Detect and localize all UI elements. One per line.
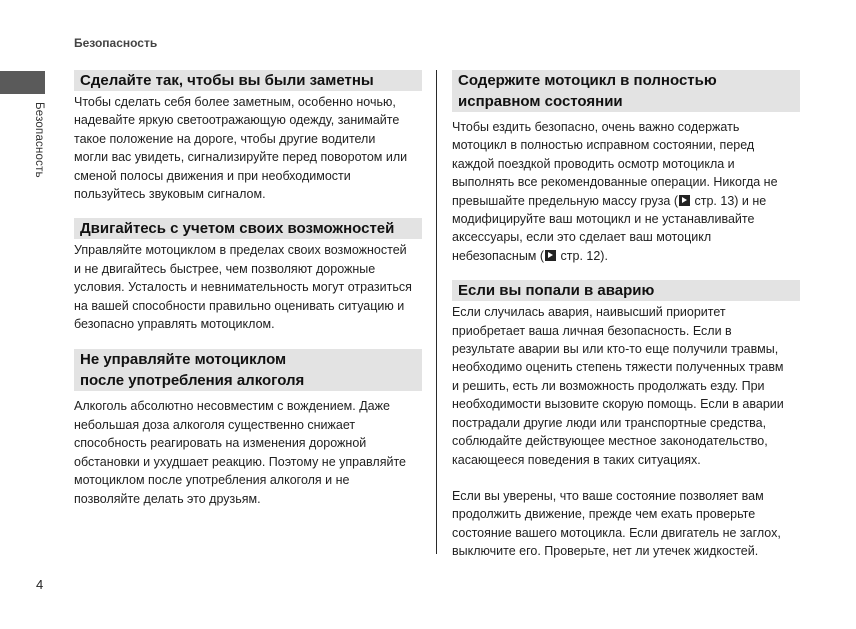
- section-body: [74, 93, 422, 203]
- text-line: пострадали другие люди или транспортные средства,: [452, 415, 767, 430]
- section-heading: Если вы попали в аварию: [452, 280, 800, 301]
- section-accident: [452, 280, 800, 560]
- text-line: обстановки и ухудшает реакцию. Поэтому не управляйте: [74, 454, 406, 469]
- text-line: продолжить движение, прежде чем ехать проверьте: [452, 507, 756, 522]
- text-line: небольшая доза алкоголя существенно снижает: [74, 417, 356, 432]
- heading-line: Содержите мотоцикл в полностью: [458, 72, 717, 89]
- text-line: Чтобы сделать себя более заметным, особенно ночью,: [74, 95, 396, 109]
- right-column: [452, 70, 800, 561]
- section-visibility: [74, 70, 422, 203]
- text-line: сменой полосы движения и при необходимости: [74, 168, 351, 183]
- text-line: мотоциклом после употребления алкоголя и не: [74, 473, 350, 488]
- text-line: могли вас увидеть, сигнализируйте перед поворотом или: [74, 150, 408, 165]
- text-line: небезопасным ( стр. 12).: [452, 248, 608, 263]
- text-line: позволяйте делать это друзьям.: [74, 491, 261, 506]
- heading-line: исправном состоянии: [458, 93, 623, 110]
- text-line: приобретает ваша личная безопасность. Если в: [452, 323, 732, 338]
- text-line: и не двигайтесь быстрее, чем позволяют дорожные: [74, 261, 376, 276]
- text-line: Чтобы ездить безопасно, очень важно содержать: [452, 120, 740, 134]
- page-number: 4: [36, 577, 44, 592]
- text-line: соблюдайте действующее местное законодательство,: [452, 434, 768, 449]
- section-heading: Сделайте так, чтобы вы были заметны: [74, 70, 422, 91]
- text-line: и решить, есть ли возможность продолжать езду. При: [452, 378, 765, 393]
- text-line: Алкоголь абсолютно несовместим с вождением. Даже: [74, 399, 390, 414]
- text-line: модифицируйте ваш мотоцикл и не устанавливайте: [452, 212, 755, 227]
- section-heading: Двигайтесь с учетом своих возможностей: [74, 218, 422, 239]
- section-heading: [74, 349, 422, 391]
- text-line: аксессуары, если это сделает ваш мотоцикл: [452, 230, 712, 245]
- section-abilities: [74, 218, 422, 333]
- text-line: условия. Усталость и невнимательность могут отразиться: [74, 280, 412, 295]
- section-header-label: Безопасность: [74, 36, 158, 50]
- text-line: мотоцикл в полностью исправном состоянии, перед: [452, 138, 755, 153]
- text-line: надевайте яркую светоотражающую одежду, занимайте: [74, 113, 400, 128]
- side-section-label: Безопасность: [33, 102, 45, 178]
- text-line: необходимо оценить степень тяжести полученных травм: [452, 360, 784, 375]
- text-line: каждой поездкой проводить осмотр мотоцикла и: [452, 156, 735, 171]
- text-line: Если случилась авария, наивысший приоритет: [452, 305, 726, 320]
- section-body: [74, 397, 422, 507]
- text-line: пользуйтесь звуковым сигналом.: [74, 187, 266, 202]
- text-line: состояние вашего мотоцикла. Если двигатель не заглох,: [452, 525, 781, 540]
- section-body: [74, 241, 422, 333]
- text-line: результате аварии вы или кто-то еще получили травмы,: [452, 342, 779, 357]
- section-body: [452, 118, 800, 265]
- text-line: превышайте предельную массу груза ( стр. 13) и не: [452, 193, 767, 208]
- left-column: [74, 70, 422, 508]
- text-line: безопасно управлять мотоциклом.: [74, 317, 275, 332]
- text-line: выполнять все рекомендованные операции. Никогда не: [452, 175, 778, 190]
- text-line: касающееся поведения в таких ситуациях.: [452, 452, 701, 467]
- text-line: необходимости вызовите скорую помощь. Если в аварии: [452, 397, 784, 412]
- column-divider: [436, 70, 437, 554]
- text-line: Если вы уверены, что ваше состояние позволяет вам: [452, 488, 764, 503]
- section-tab-marker: [0, 71, 45, 94]
- page-reference-arrow-icon: [679, 195, 690, 206]
- text-line: способность реагировать на изменения дорожной: [74, 436, 367, 451]
- text-line: Управляйте мотоциклом в пределах своих возможностей: [74, 243, 407, 258]
- heading-line: Не управляйте мотоциклом: [80, 351, 287, 369]
- text-line: выключите его. Проверьте, нет ли утечек жидкостей.: [452, 544, 759, 559]
- text-line: на вашей способности правильно оценивать ситуацию и: [74, 298, 405, 313]
- section-heading: [452, 70, 800, 112]
- heading-line: после употребления алкоголя: [80, 372, 305, 390]
- section-body: [452, 303, 800, 469]
- section-body: [452, 487, 800, 561]
- text-line: такое положение на дороге, чтобы другие водители: [74, 131, 376, 146]
- section-alcohol: [74, 349, 422, 507]
- page-reference-arrow-icon: [545, 250, 556, 261]
- section-maintenance: [452, 70, 800, 265]
